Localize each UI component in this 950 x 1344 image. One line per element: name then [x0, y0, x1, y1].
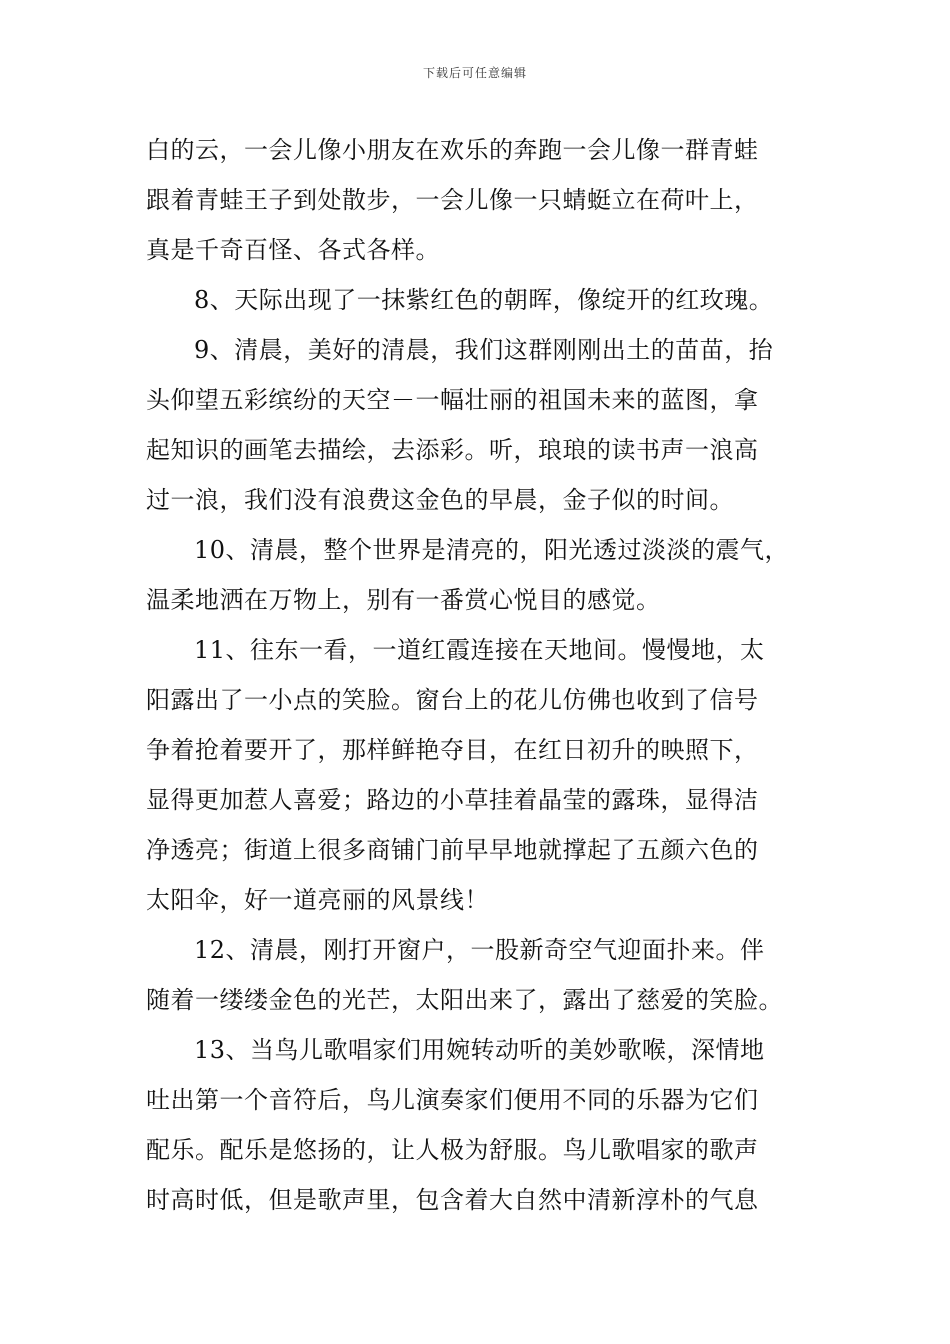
text-line: 跟着青蛙王子到处散步，一会儿像一只蜻蜓立在荷叶上，: [146, 186, 759, 214]
text-line: 温柔地洒在万物上，别有一番赏心悦目的感觉。: [146, 586, 661, 614]
text-line: 头仰望五彩缤纷的天空－一幅壮丽的祖国未来的蓝图，拿: [146, 386, 759, 414]
text-line: 真是千奇百怪、各式各样。: [146, 236, 440, 264]
text-line: 净透亮；街道上很多商铺门前早早地就撑起了五颜六色的: [146, 836, 759, 864]
text-line: 随着一缕缕金色的光芒，太阳出来了，露出了慈爱的笑脸。: [146, 986, 783, 1014]
text-line: 12、清晨，刚打开窗户，一股新奇空气迎面扑来。伴: [194, 936, 765, 964]
text-line: 8、天际出现了一抹紫红色的朝晖，像绽开的红玫瑰。: [194, 286, 774, 314]
text-line: 11、往东一看，一道红霞连接在天地间。慢慢地，太: [194, 636, 765, 664]
text-line: 显得更加惹人喜爱；路边的小草挂着晶莹的露珠，显得洁: [146, 786, 759, 814]
text-line: 吐出第一个音符后，鸟儿演奏家们便用不同的乐器为它们: [146, 1086, 759, 1114]
text-line: 9、清晨，美好的清晨，我们这群刚刚出土的苗苗，抬: [194, 336, 774, 364]
text-line: 白的云，一会儿像小朋友在欢乐的奔跑一会儿像一群青蛙: [146, 136, 759, 164]
text-line: 13、当鸟儿歌唱家们用婉转动听的美妙歌喉，深情地: [194, 1036, 765, 1064]
document-body: [146, 125, 816, 1225]
page-header: 下载后可任意编辑: [422, 66, 527, 80]
text-line: 太阳伞，好一道亮丽的风景线！: [146, 886, 489, 914]
text-line: 配乐。配乐是悠扬的，让人极为舒服。鸟儿歌唱家的歌声: [146, 1136, 759, 1164]
text-line: 过一浪，我们没有浪费这金色的早晨，金子似的时间。: [146, 486, 734, 514]
text-line: 争着抢着要开了，那样鲜艳夺目，在红日初升的映照下，: [146, 736, 759, 764]
text-line: 起知识的画笔去描绘，去添彩。听，琅琅的读书声一浪高: [146, 436, 759, 464]
text-line: 时高时低，但是歌声里，包含着大自然中清新淳朴的气息: [146, 1186, 759, 1214]
text-line: 10、清晨，整个世界是清亮的，阳光透过淡淡的震气，: [194, 536, 790, 564]
text-line: 阳露出了一小点的笑脸。窗台上的花儿仿佛也收到了信号: [146, 686, 759, 714]
